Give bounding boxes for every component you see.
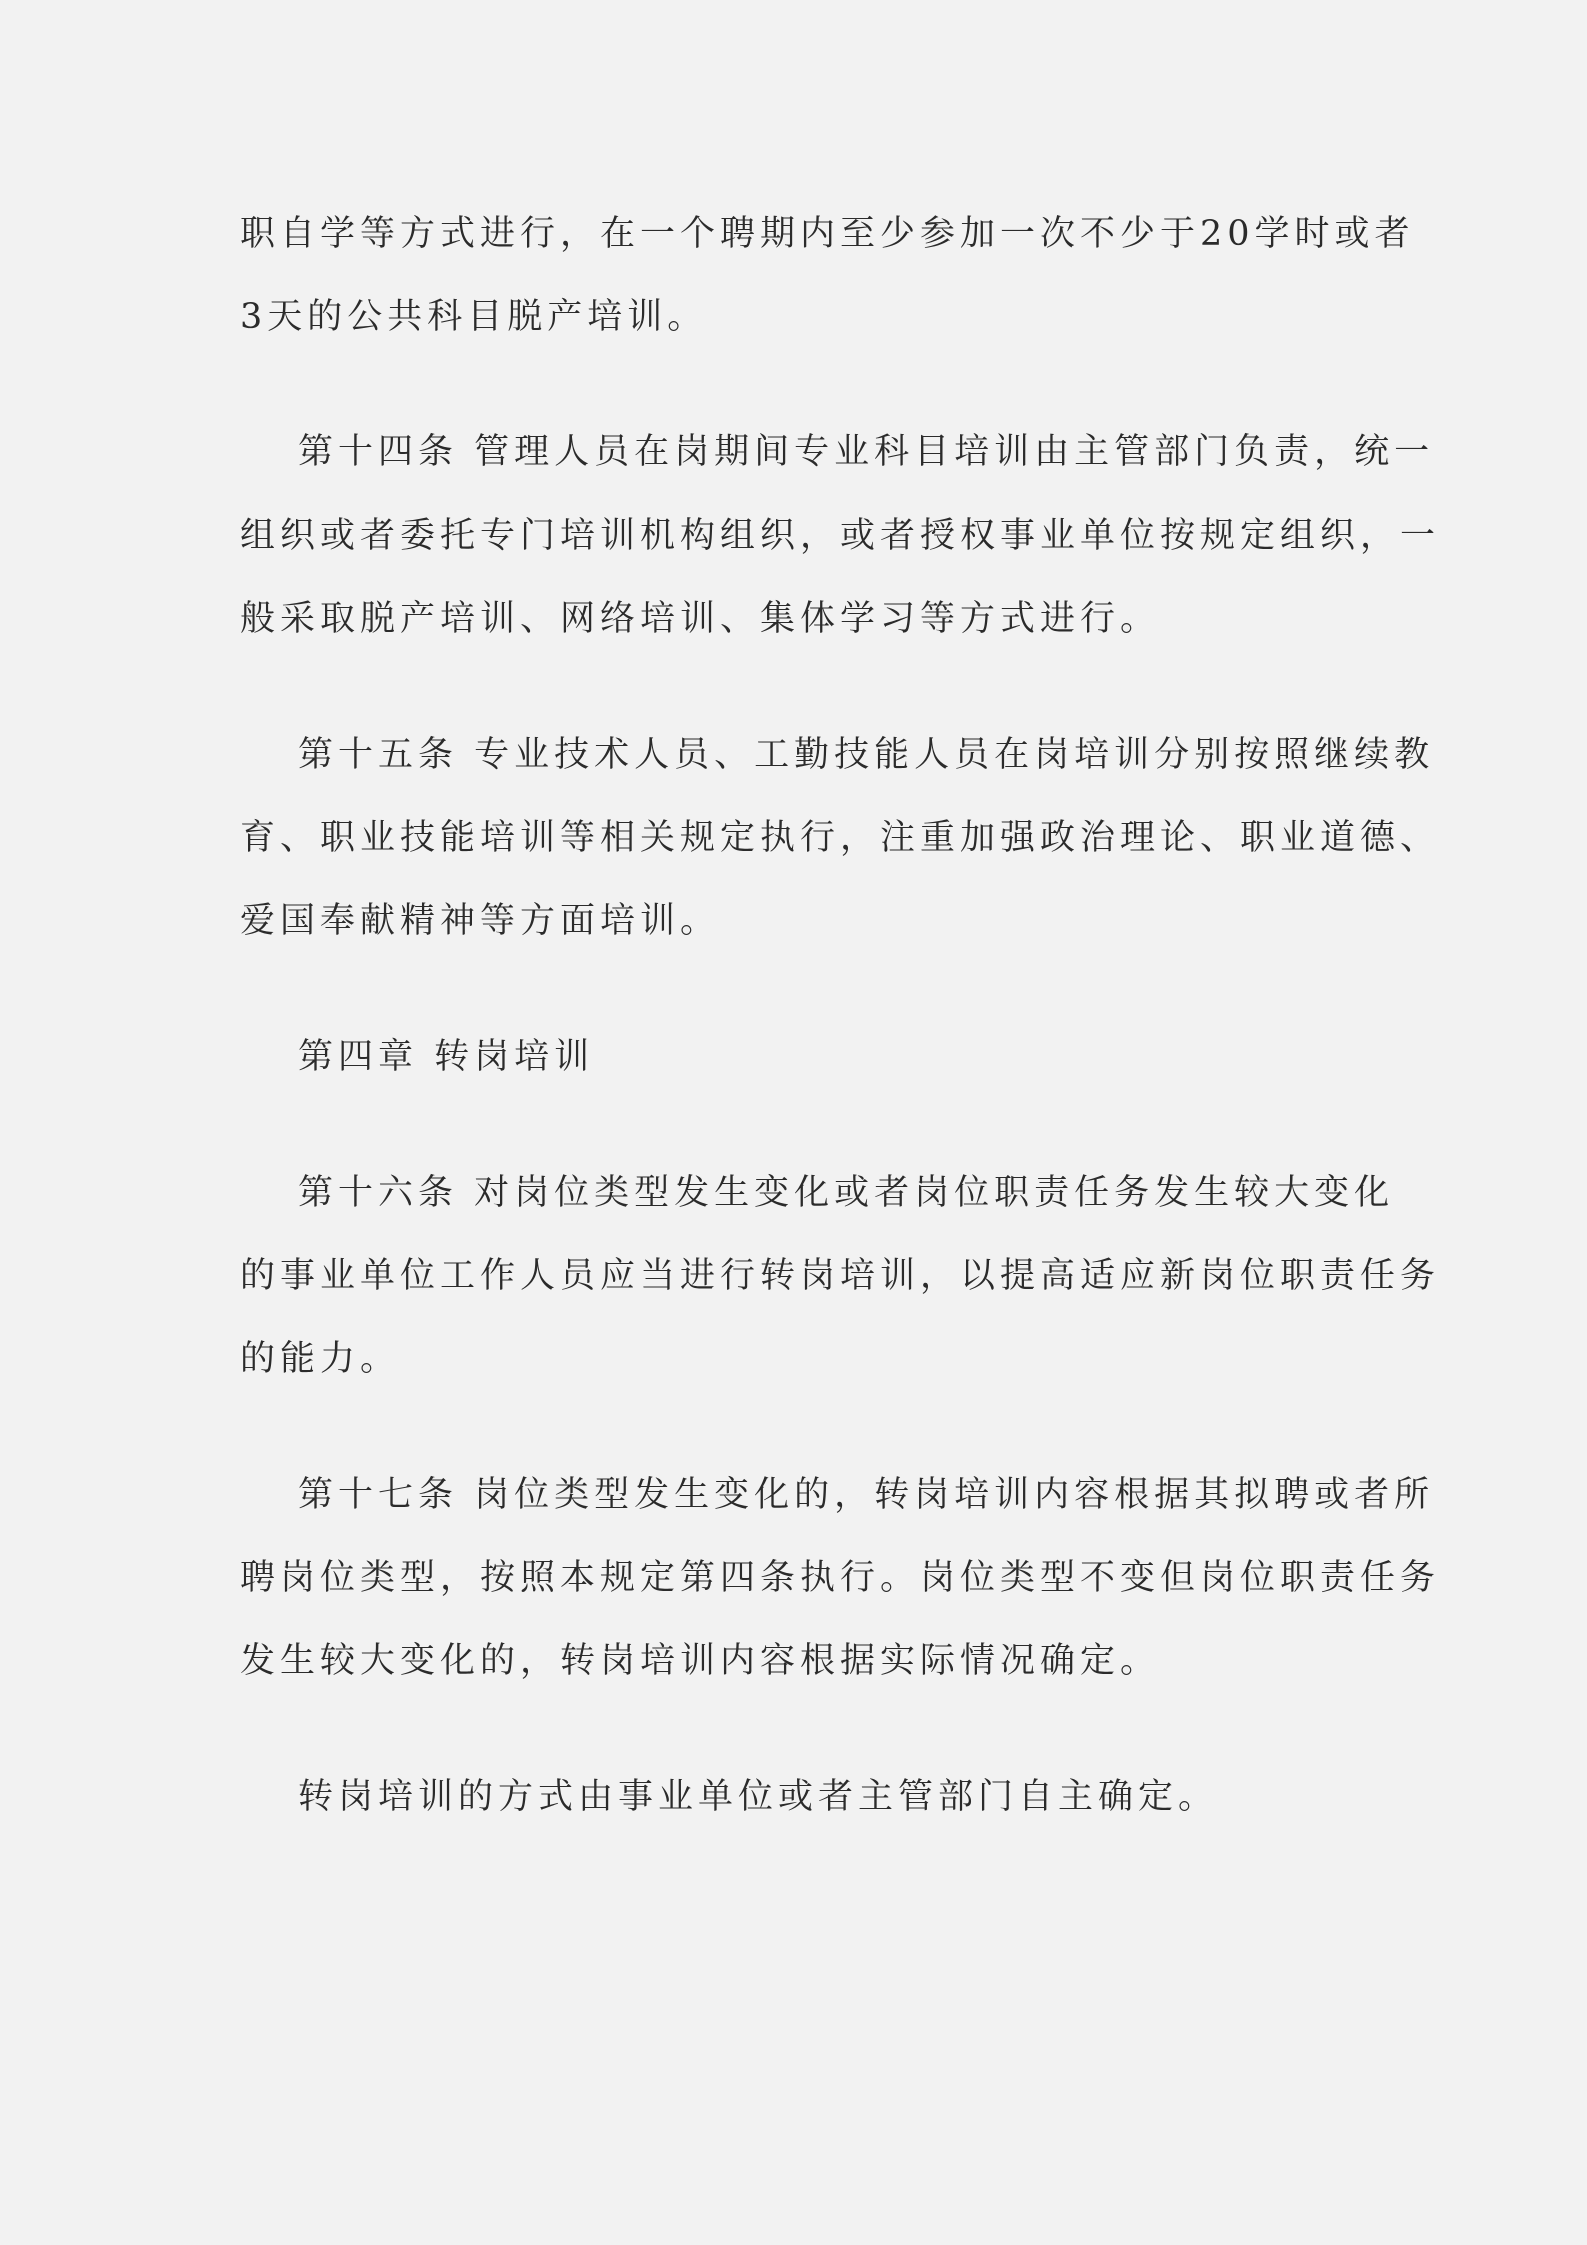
text-line: 育、职业技能培训等相关规定执行，注重加强政治理论、职业道德、 [240, 818, 1441, 858]
text-line: 职自学等方式进行，在一个聘期内至少参加一次不少于20学时或者 [240, 214, 1415, 254]
text-line: 般采取脱产培训、网络培训、集体学习等方式进行。 [240, 599, 1161, 639]
text-line: 的事业单位工作人员应当进行转岗培训，以提高适应新岗位职责任务 [240, 1256, 1441, 1296]
text-line: 组织或者委托专门培训机构组织，或者授权事业单位按规定组织，一 [240, 516, 1441, 556]
text-line: 的能力。 [240, 1339, 401, 1379]
article-14-line: 第十四条 管理人员在岗期间专业科目培训由主管部门负责，统一 [298, 432, 1435, 472]
text-line: 聘岗位类型，按照本规定第四条执行。岗位类型不变但岗位职责任务 [240, 1558, 1441, 1598]
text-line: 发生较大变化的，转岗培训内容根据实际情况确定。 [240, 1641, 1161, 1681]
text-line: 爱国奉献精神等方面培训。 [240, 901, 721, 941]
article-15-line: 第十五条 专业技术人员、工勤技能人员在岗培训分别按照继续教 [298, 735, 1435, 775]
chapter-heading: 第四章 转岗培训 [298, 1037, 595, 1077]
text-line: 转岗培训的方式由事业单位或者主管部门自主确定。 [298, 1777, 1219, 1817]
article-17-line: 第十七条 岗位类型发生变化的，转岗培训内容根据其拟聘或者所 [298, 1475, 1435, 1515]
article-16-line: 第十六条 对岗位类型发生变化或者岗位职责任务发生较大变化 [298, 1173, 1395, 1213]
text-line: 3天的公共科目脱产培训。 [240, 297, 708, 337]
